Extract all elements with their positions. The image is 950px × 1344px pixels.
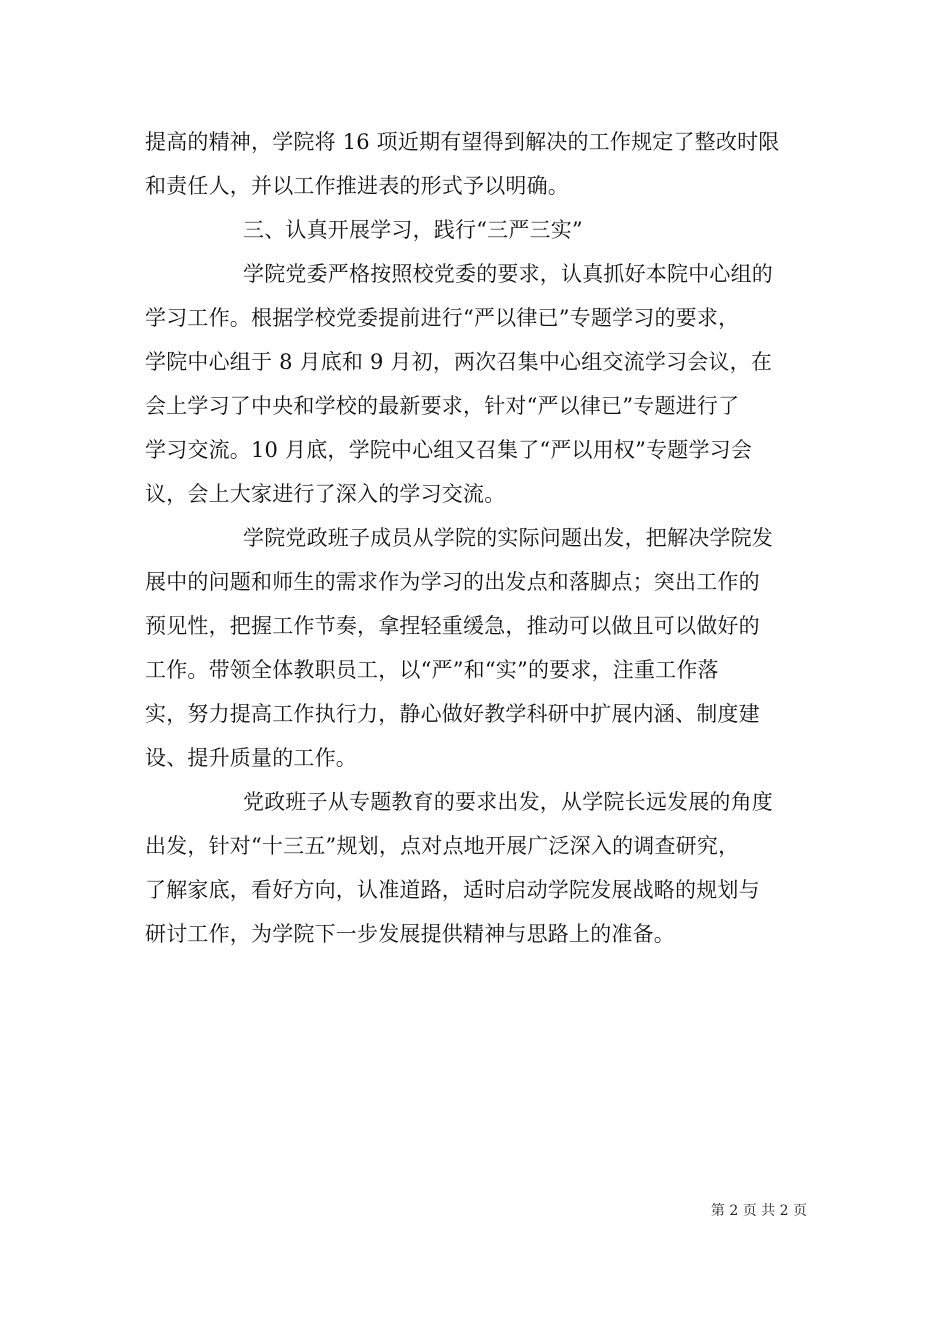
body-text [145, 120, 810, 956]
text-line: 工作。带领全体教职员工，以“严”和“实”的要求，注重工作落 [145, 658, 719, 682]
text-line: 了解家底，看好方向，认准道路，适时启动学院发展战略的规划与 [145, 878, 760, 902]
text-line: 学习交流。10 月底，学院中心组又召集了“严以用权”专题学习会 [145, 438, 753, 462]
text-line: 学院中心组于 8 月底和 9 月初，两次召集中心组交流学习会议，在 [145, 350, 773, 374]
text-line: 党政班子从专题教育的要求出发，从学院长远发展的角度 [243, 790, 773, 814]
text-line: 出发，针对“十三五”规划，点对点地开展广泛深入的调查研究， [145, 834, 740, 858]
text-line: 学院党委严格按照校党委的要求，认真抓好本院中心组的 [243, 262, 773, 286]
text-line: 提高的精神，学院将 16 项近期有望得到解决的工作规定了整改时限 [145, 130, 780, 154]
text-line: 展中的问题和师生的需求作为学习的出发点和落脚点；突出工作的 [145, 570, 760, 594]
text-line: 议，会上大家进行了深入的学习交流。 [145, 482, 506, 506]
text-line: 会上学习了中央和学校的最新要求，针对“严以律已”专题进行了 [145, 394, 740, 418]
text-line: 设、提升质量的工作。 [145, 746, 357, 770]
text-line: 研讨工作，为学院下一步发展提供精神与思路上的准备。 [145, 922, 675, 946]
text-line: 学习工作。根据学校党委提前进行“严以律已”专题学习的要求， [145, 306, 740, 330]
page-number: 第 2 页 共 2 页 [710, 1203, 807, 1219]
text-line: 预见性，把握工作节奏，拿捏轻重缓急，推动可以做且可以做好的 [145, 614, 760, 638]
text-line: 实，努力提高工作执行力，静心做好教学科研中扩展内涵、制度建 [145, 702, 760, 726]
text-line: 和责任人，并以工作推进表的形式予以明确。 [145, 174, 569, 198]
section-heading: 三、认真开展学习，践行“三严三实” [243, 218, 583, 242]
text-line: 学院党政班子成员从学院的实际问题出发，把解决学院发 [243, 526, 773, 550]
